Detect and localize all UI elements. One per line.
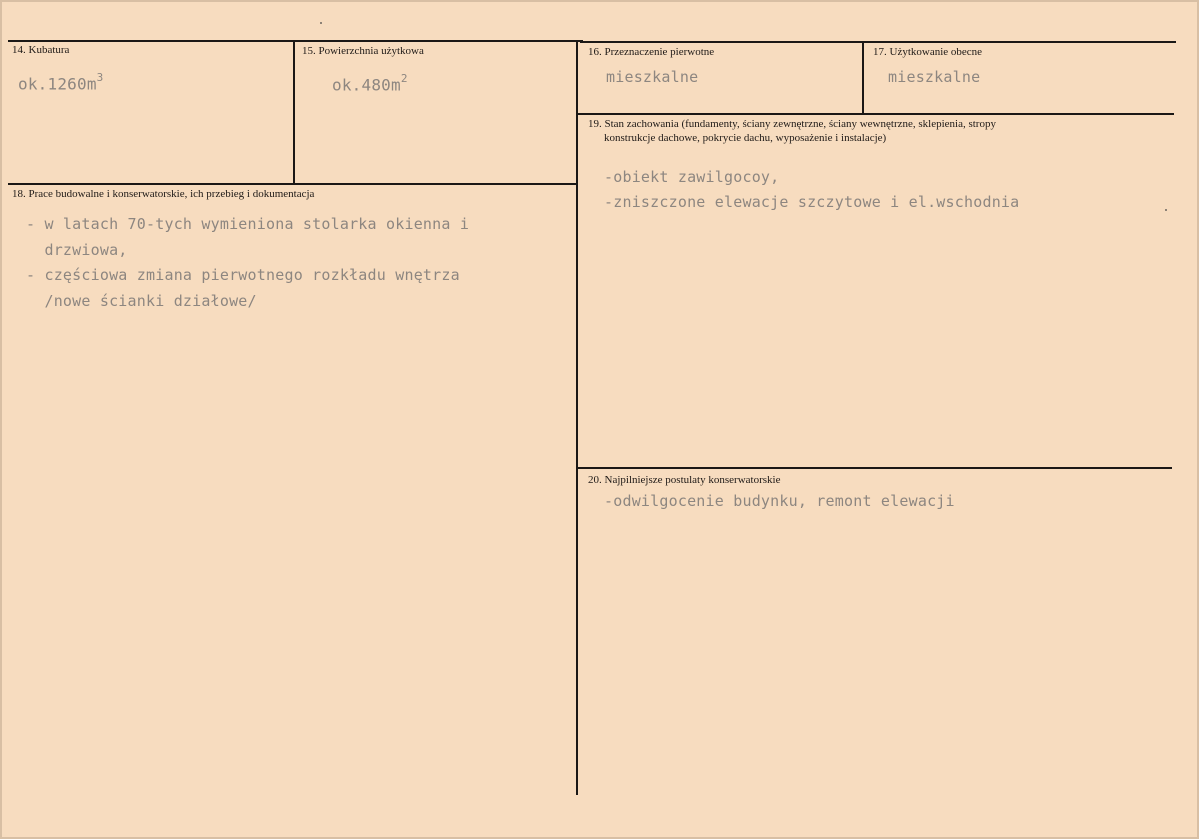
field-14-superscript: 3 (96, 71, 104, 84)
divider-16-17 (862, 41, 864, 114)
field-15-superscript: 2 (400, 72, 408, 85)
field-16-value: mieszkalne (606, 68, 699, 86)
field-14-label: 14. Kubatura (12, 44, 70, 56)
field-18-line-3: - częściowa zmiana pierwotnego rozkładu wnętrza (26, 266, 460, 284)
field-18-line-2: drzwiowa, (26, 241, 128, 259)
field-17-label: 17. Użytkowanie obecne (873, 46, 983, 58)
top-rule-right (580, 41, 1176, 43)
field-14-value (18, 73, 104, 93)
field-17-value: mieszkalne (888, 68, 981, 86)
field-15-value (332, 74, 408, 94)
field-18-line-4: /nowe ścianki działowe/ (26, 292, 257, 310)
field-19-label-line-1: 19. Stan zachowania (fundamenty, ściany zewnętrzne, ściany wewnętrzne, sklepienia, stropy (588, 118, 996, 130)
field-15-text: ok.480m (332, 75, 401, 95)
divider-14-15 (293, 41, 295, 183)
field-18-label: 18. Prace budowalne i konserwatorskie, ich przebieg i dokumentacja (12, 188, 315, 200)
rule-below-16-17 (578, 113, 1174, 115)
field-19-line-1: -obiekt zawilgocoy, (604, 168, 780, 186)
rule-below-14-15 (8, 183, 578, 185)
field-14-text: ok.1260m (18, 74, 97, 94)
paper-speck (320, 22, 322, 24)
field-19-label-line-2: konstrukcje dachowe, pokrycie dachu, wyposażenie i instalacje) (604, 132, 887, 144)
rule-below-19 (578, 467, 1172, 469)
field-19-line-2: -zniszczone elewacje szczytowe i el.wschodnia (604, 193, 1020, 211)
field-20-line-1: -odwilgocenie budynku, remont elewacji (604, 492, 955, 510)
field-15-label: 15. Powierzchnia użytkowa (302, 45, 424, 57)
top-rule-left (8, 40, 583, 42)
divider-center (576, 41, 578, 795)
field-18-line-1: - w latach 70-tych wymieniona stolarka okienna i (26, 215, 470, 233)
field-16-label: 16. Przeznaczenie pierwotne (588, 46, 715, 58)
paper-speck (1165, 209, 1167, 211)
field-20-label: 20. Najpilniejsze postulaty konserwatorskie (588, 474, 781, 486)
